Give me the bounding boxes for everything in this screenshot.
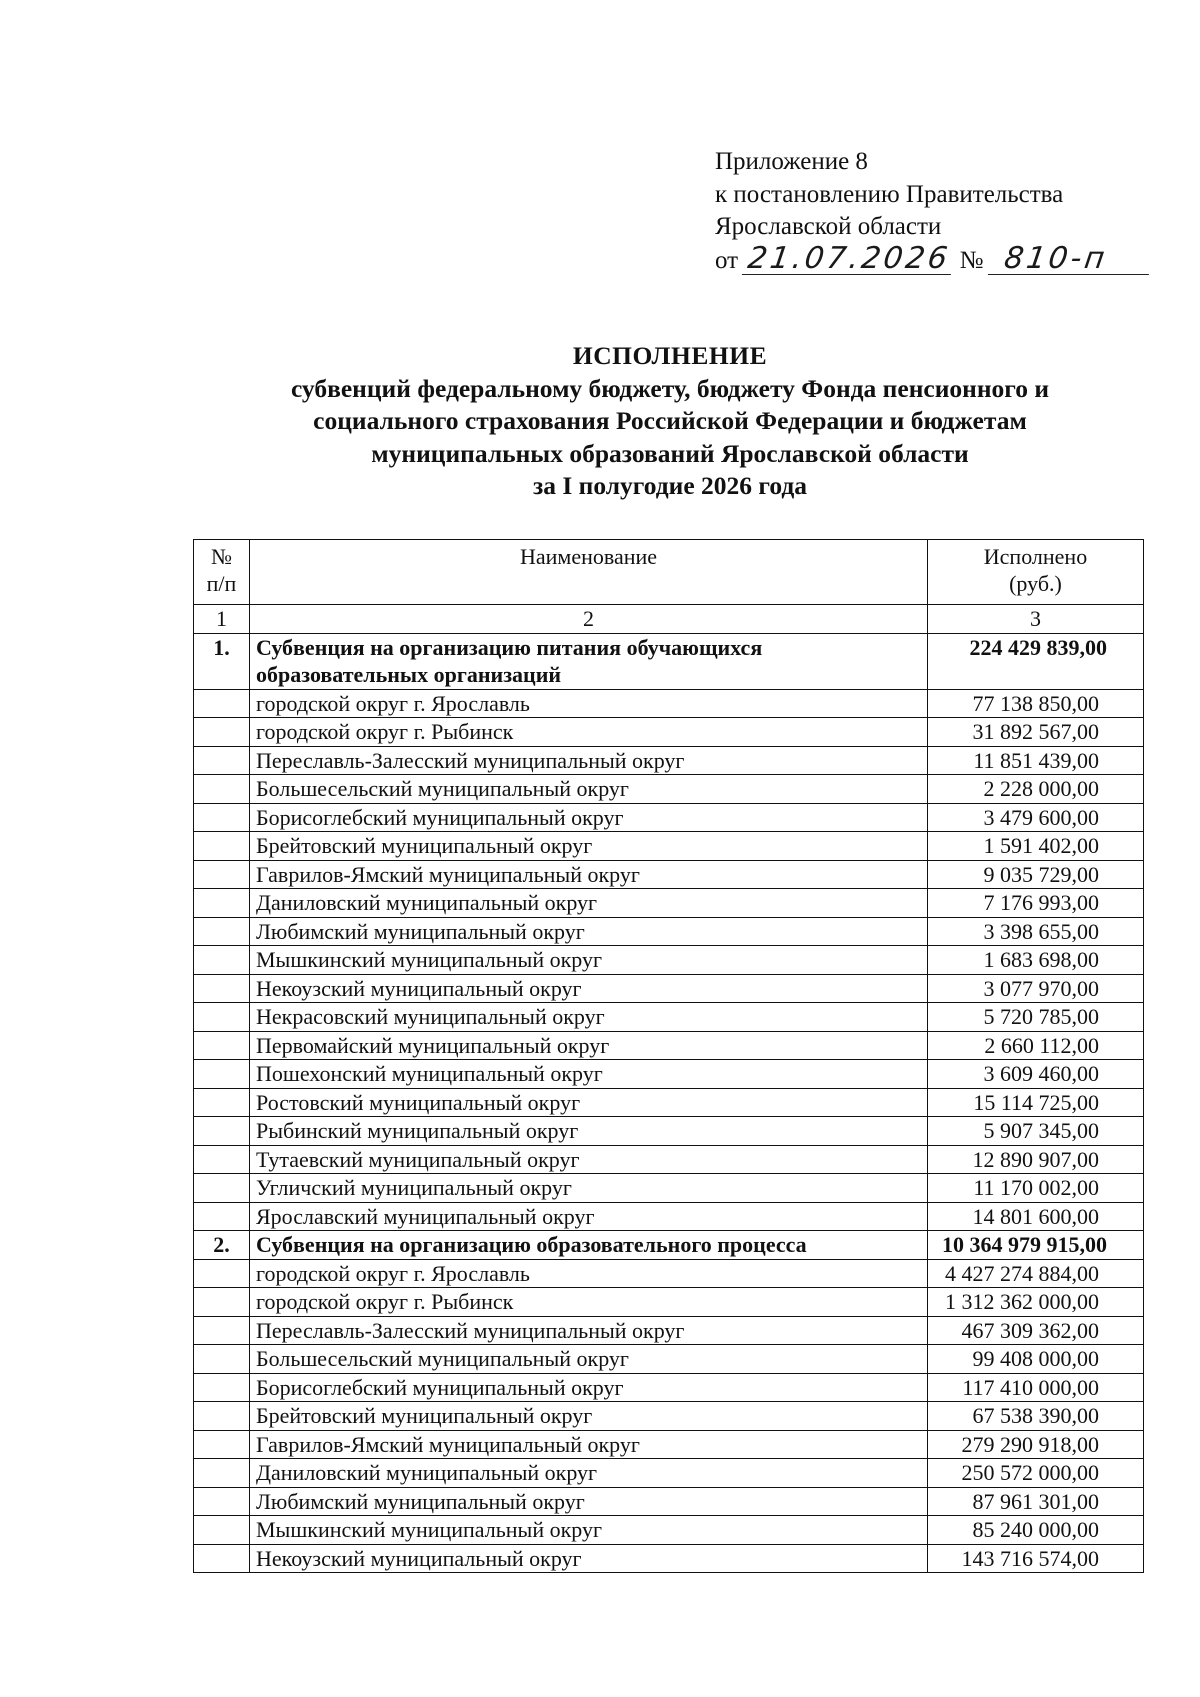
row-municipality-name: Первомайский муниципальный округ <box>250 1031 928 1060</box>
handwritten-date: 21.07.2026 <box>742 244 955 275</box>
section-number: 1. <box>194 633 250 689</box>
row-executed-amount: 1 591 402,00 <box>928 832 1144 861</box>
section-number: 2. <box>194 1231 250 1260</box>
table-row <box>194 803 1144 832</box>
appendix-resolution-line: к постановлению Правительства <box>715 180 1064 208</box>
table-row <box>194 1202 1144 1231</box>
row-municipality-name: Мышкинский муниципальный округ <box>250 1516 928 1545</box>
row-executed-amount: 77 138 850,00 <box>928 689 1144 718</box>
section-name <box>250 1231 928 1260</box>
row-executed-amount: 67 538 390,00 <box>928 1402 1144 1431</box>
row-executed-amount: 4 427 274 884,00 <box>928 1259 1144 1288</box>
row-number-cell <box>194 803 250 832</box>
row-number-cell <box>194 1516 250 1545</box>
table-row <box>194 1373 1144 1402</box>
handwritten-number: 810-п <box>988 244 1153 275</box>
table-body <box>194 540 1144 1573</box>
table-row <box>194 1031 1144 1060</box>
row-municipality-name: Ростовский муниципальный округ <box>250 1088 928 1117</box>
row-executed-amount: 3 479 600,00 <box>928 803 1144 832</box>
title-heading: ИСПОЛНЕНИЕ <box>572 341 768 370</box>
row-executed-amount: 11 170 002,00 <box>928 1174 1144 1203</box>
section-total: 224 429 839,00 <box>928 633 1144 689</box>
row-executed-amount: 99 408 000,00 <box>928 1345 1144 1374</box>
row-municipality-name: Борисоглебский муниципальный округ <box>250 1373 928 1402</box>
title-line-3: муниципальных образований Ярославской области <box>371 438 969 468</box>
row-number-cell <box>194 1202 250 1231</box>
from-label: от <box>715 246 739 274</box>
column-number-1: 1 <box>194 605 250 634</box>
table-row <box>194 1430 1144 1459</box>
row-municipality-name: Ярославский муниципальный округ <box>250 1202 928 1231</box>
row-municipality-name: Любимский муниципальный округ <box>250 1487 928 1516</box>
section-name-line-1: Субвенция на организацию питания обучающихся <box>256 634 763 660</box>
row-municipality-name: Любимский муниципальный округ <box>250 917 928 946</box>
row-executed-amount: 85 240 000,00 <box>928 1516 1144 1545</box>
table-row <box>194 974 1144 1003</box>
column-number-3: 3 <box>928 605 1144 634</box>
row-number-cell <box>194 1373 250 1402</box>
row-number-cell <box>194 1060 250 1089</box>
table-row <box>194 1345 1144 1374</box>
table-row <box>194 1544 1144 1573</box>
row-municipality-name: Пошехонский муниципальный округ <box>250 1060 928 1089</box>
section-name <box>250 633 928 689</box>
title-line-2: социального страхования Российской Федерации и бюджетам <box>313 406 1027 435</box>
table-row <box>194 1316 1144 1345</box>
header-executed-line-2: (руб.) <box>1009 571 1062 596</box>
table-row <box>194 775 1144 804</box>
row-executed-amount: 87 961 301,00 <box>928 1487 1144 1516</box>
table-row <box>194 1259 1144 1288</box>
row-number-cell <box>194 946 250 975</box>
table-row <box>194 917 1144 946</box>
table-row <box>194 889 1144 918</box>
appendix-block <box>715 146 1155 277</box>
row-municipality-name: городской округ г. Рыбинск <box>250 718 928 747</box>
appendix-region-line: Ярославской области <box>715 213 942 240</box>
row-executed-amount: 1 683 698,00 <box>928 946 1144 975</box>
row-number-cell <box>194 1288 250 1317</box>
section-row <box>194 1231 1144 1260</box>
row-number-cell <box>194 974 250 1003</box>
row-municipality-name: Переславль-Залесский муниципальный округ <box>250 746 928 775</box>
row-municipality-name: Большесельский муниципальный округ <box>250 775 928 804</box>
row-municipality-name: Даниловский муниципальный округ <box>250 1459 928 1488</box>
row-executed-amount: 11 851 439,00 <box>928 746 1144 775</box>
column-number-2: 2 <box>250 605 928 634</box>
title-period: за I полугодие 2026 года <box>532 471 808 500</box>
section-total: 10 364 979 915,00 <box>928 1231 1144 1260</box>
header-number-line-2: п/п <box>206 571 237 596</box>
row-number-cell <box>194 689 250 718</box>
row-number-cell <box>194 1117 250 1146</box>
row-municipality-name: Некоузский муниципальный округ <box>250 974 928 1003</box>
row-number-cell <box>194 1316 250 1345</box>
table-row <box>194 1117 1144 1146</box>
row-number-cell <box>194 1402 250 1431</box>
execution-table <box>193 539 1144 1573</box>
row-municipality-name: Тутаевский муниципальный округ <box>250 1145 928 1174</box>
row-municipality-name: Рыбинский муниципальный округ <box>250 1117 928 1146</box>
row-municipality-name: городской округ г. Рыбинск <box>250 1288 928 1317</box>
row-number-cell <box>194 889 250 918</box>
table-row <box>194 860 1144 889</box>
row-municipality-name: городской округ г. Ярославль <box>250 689 928 718</box>
row-municipality-name: Гаврилов-Ямский муниципальный округ <box>250 860 928 889</box>
header-executed-line-1: Исполнено <box>983 544 1088 569</box>
row-executed-amount: 7 176 993,00 <box>928 889 1144 918</box>
row-executed-amount: 467 309 362,00 <box>928 1316 1144 1345</box>
table-row <box>194 1516 1144 1545</box>
row-executed-amount: 279 290 918,00 <box>928 1430 1144 1459</box>
table-row <box>194 1288 1144 1317</box>
row-executed-amount: 1 312 362 000,00 <box>928 1288 1144 1317</box>
row-executed-amount: 9 035 729,00 <box>928 860 1144 889</box>
row-number-cell <box>194 832 250 861</box>
table-row <box>194 718 1144 747</box>
row-executed-amount: 3 609 460,00 <box>928 1060 1144 1089</box>
row-number-cell <box>194 917 250 946</box>
row-executed-amount: 12 890 907,00 <box>928 1145 1144 1174</box>
row-municipality-name: Большесельский муниципальный округ <box>250 1345 928 1374</box>
row-number-cell <box>194 775 250 804</box>
document-title <box>0 340 1200 503</box>
table-row <box>194 946 1144 975</box>
row-number-cell <box>194 1003 250 1032</box>
row-executed-amount: 143 716 574,00 <box>928 1544 1144 1573</box>
row-number-cell <box>194 1259 250 1288</box>
section-name-line-2: образовательных организаций <box>256 662 562 687</box>
row-municipality-name: Борисоглебский муниципальный округ <box>250 803 928 832</box>
row-executed-amount: 5 720 785,00 <box>928 1003 1144 1032</box>
row-municipality-name: Некрасовский муниципальный округ <box>250 1003 928 1032</box>
column-number-row <box>194 605 1144 634</box>
table-row <box>194 1487 1144 1516</box>
row-executed-amount: 15 114 725,00 <box>928 1088 1144 1117</box>
row-municipality-name: Брейтовский муниципальный округ <box>250 832 928 861</box>
row-number-cell <box>194 1088 250 1117</box>
row-number-cell <box>194 1459 250 1488</box>
row-number-cell <box>194 1031 250 1060</box>
row-number-cell <box>194 1145 250 1174</box>
header-name: Наименование <box>250 540 928 605</box>
table-row <box>194 1174 1144 1203</box>
appendix-title: Приложение 8 <box>715 148 868 175</box>
row-municipality-name: Брейтовский муниципальный округ <box>250 1402 928 1431</box>
row-executed-amount: 2 228 000,00 <box>928 775 1144 804</box>
header-executed <box>928 540 1144 605</box>
header-number-line-1: № <box>211 544 232 569</box>
row-municipality-name: Угличский муниципальный округ <box>250 1174 928 1203</box>
row-number-cell <box>194 718 250 747</box>
row-number-cell <box>194 1544 250 1573</box>
row-municipality-name: Даниловский муниципальный округ <box>250 889 928 918</box>
table-row <box>194 1145 1144 1174</box>
row-municipality-name: Некоузский муниципальный округ <box>250 1544 928 1573</box>
table-row <box>194 832 1144 861</box>
table-header-row <box>194 540 1144 605</box>
row-number-cell <box>194 1174 250 1203</box>
row-number-cell <box>194 746 250 775</box>
appendix-date-number-line <box>715 240 1155 278</box>
table-row <box>194 1402 1144 1431</box>
row-executed-amount: 117 410 000,00 <box>928 1373 1144 1402</box>
row-number-cell <box>194 860 250 889</box>
row-executed-amount: 2 660 112,00 <box>928 1031 1144 1060</box>
row-executed-amount: 3 398 655,00 <box>928 917 1144 946</box>
header-number <box>194 540 250 605</box>
table-row <box>194 1060 1144 1089</box>
title-line-1: субвенций федеральному бюджету, бюджету Фонда пенсионного и <box>290 373 1050 403</box>
row-number-cell <box>194 1487 250 1516</box>
row-municipality-name: Гаврилов-Ямский муниципальный округ <box>250 1430 928 1459</box>
table-row <box>194 689 1144 718</box>
row-executed-amount: 31 892 567,00 <box>928 718 1144 747</box>
row-number-cell <box>194 1430 250 1459</box>
table-row <box>194 1088 1144 1117</box>
section-name-line-1: Субвенция на организацию образовательного процесса <box>256 1232 807 1257</box>
row-executed-amount: 5 907 345,00 <box>928 1117 1144 1146</box>
table-row <box>194 746 1144 775</box>
table-row <box>194 1459 1144 1488</box>
row-municipality-name: Переславль-Залесский муниципальный округ <box>250 1316 928 1345</box>
number-label: № <box>959 246 984 274</box>
row-number-cell <box>194 1345 250 1374</box>
row-municipality-name: Мышкинский муниципальный округ <box>250 946 928 975</box>
row-executed-amount: 3 077 970,00 <box>928 974 1144 1003</box>
section-row <box>194 633 1144 689</box>
row-municipality-name: городской округ г. Ярославль <box>250 1259 928 1288</box>
table-row <box>194 1003 1144 1032</box>
row-executed-amount: 14 801 600,00 <box>928 1202 1144 1231</box>
row-executed-amount: 250 572 000,00 <box>928 1459 1144 1488</box>
